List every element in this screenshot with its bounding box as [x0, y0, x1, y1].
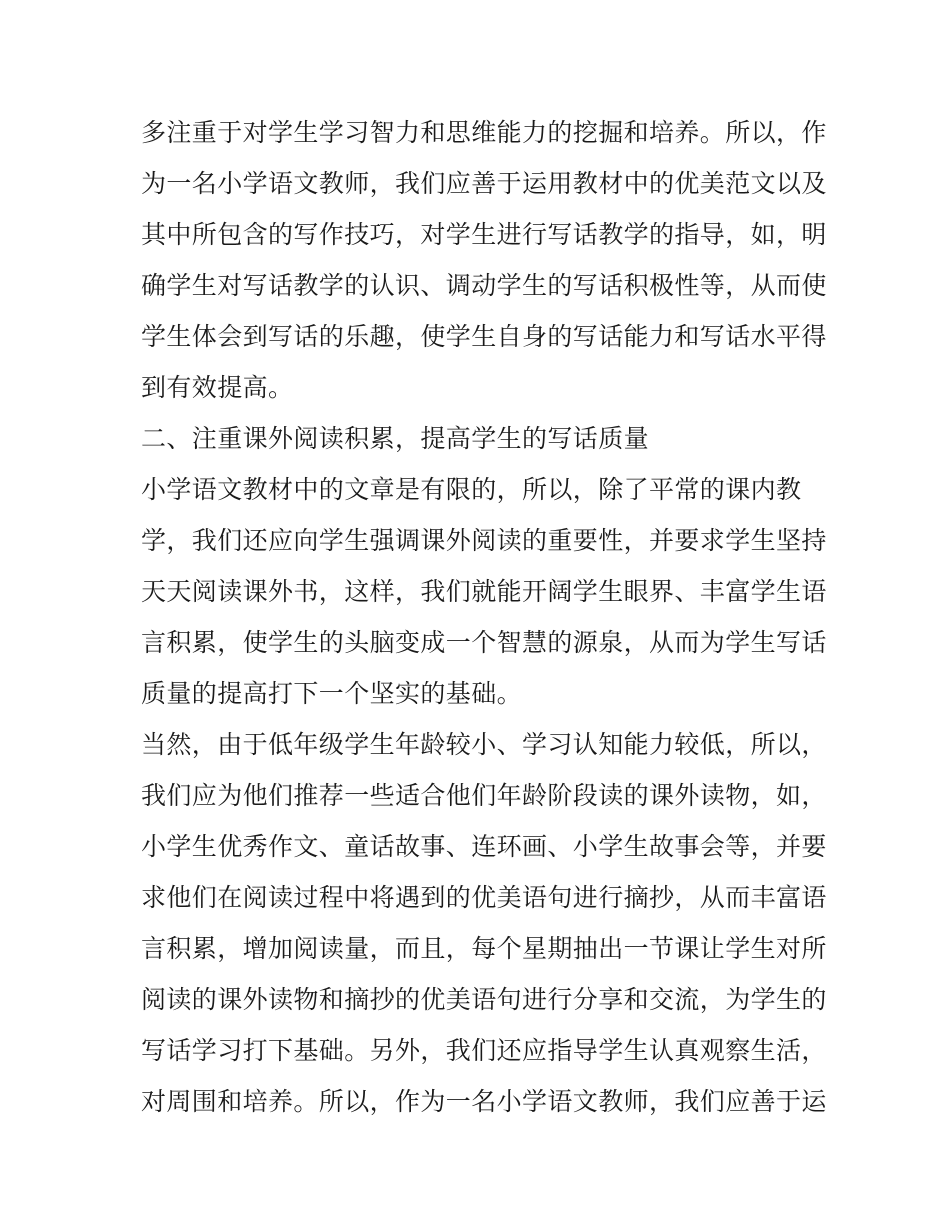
text-line: 确学生对写话教学的认识、调动学生的写话积极性等，从而使 [141, 271, 827, 300]
text-line: 言积累，增加阅读量，而且，每个星期抽出一节课让学生对所 [141, 934, 827, 963]
text-line: 其中所包含的写作技巧，对学生进行写话教学的指导，如，明 [141, 220, 827, 249]
text-line: 阅读的课外读物和摘抄的优美语句进行分享和交流，为学生的 [141, 985, 827, 1014]
body-text [141, 107, 827, 1127]
text-line: 学，我们还应向学生强调课外阅读的重要性，并要求学生坚持 [141, 526, 827, 555]
text-line: 天天阅读课外书，这样，我们就能开阔学生眼界、丰富学生语 [141, 577, 827, 606]
text-line: 多注重于对学生学习智力和思维能力的挖掘和培养。所以，作 [141, 118, 827, 147]
text-line: 小学语文教材中的文章是有限的，所以，除了平常的课内教 [141, 475, 802, 504]
text-line: 质量的提高打下一个坚实的基础。 [141, 679, 523, 708]
text-line: 为一名小学语文教师，我们应善于运用教材中的优美范文以及 [141, 169, 827, 198]
text-line: 到有效提高。 [141, 373, 294, 402]
text-line: 对周围和培养。所以，作为一名小学语文教师，我们应善于运 [141, 1087, 827, 1116]
text-line: 求他们在阅读过程中将遇到的优美语句进行摘抄，从而丰富语 [141, 883, 827, 912]
text-line: 学生体会到写话的乐趣，使学生自身的写话能力和写话水平得 [141, 322, 827, 351]
text-line: 我们应为他们推荐一些适合他们年龄阶段读的课外读物，如， [141, 781, 827, 810]
text-line: 写话学习打下基础。另外，我们还应指导学生认真观察生活， [141, 1036, 827, 1065]
text-line: 小学生优秀作文、童话故事、连环画、小学生故事会等，并要 [141, 832, 827, 861]
text-line: 当然，由于低年级学生年龄较小、学习认知能力较低，所以， [141, 730, 827, 759]
text-line: 言积累，使学生的头脑变成一个智慧的源泉，从而为学生写话 [141, 628, 827, 657]
section-heading: 二、注重课外阅读积累，提高学生的写话质量 [141, 424, 650, 453]
